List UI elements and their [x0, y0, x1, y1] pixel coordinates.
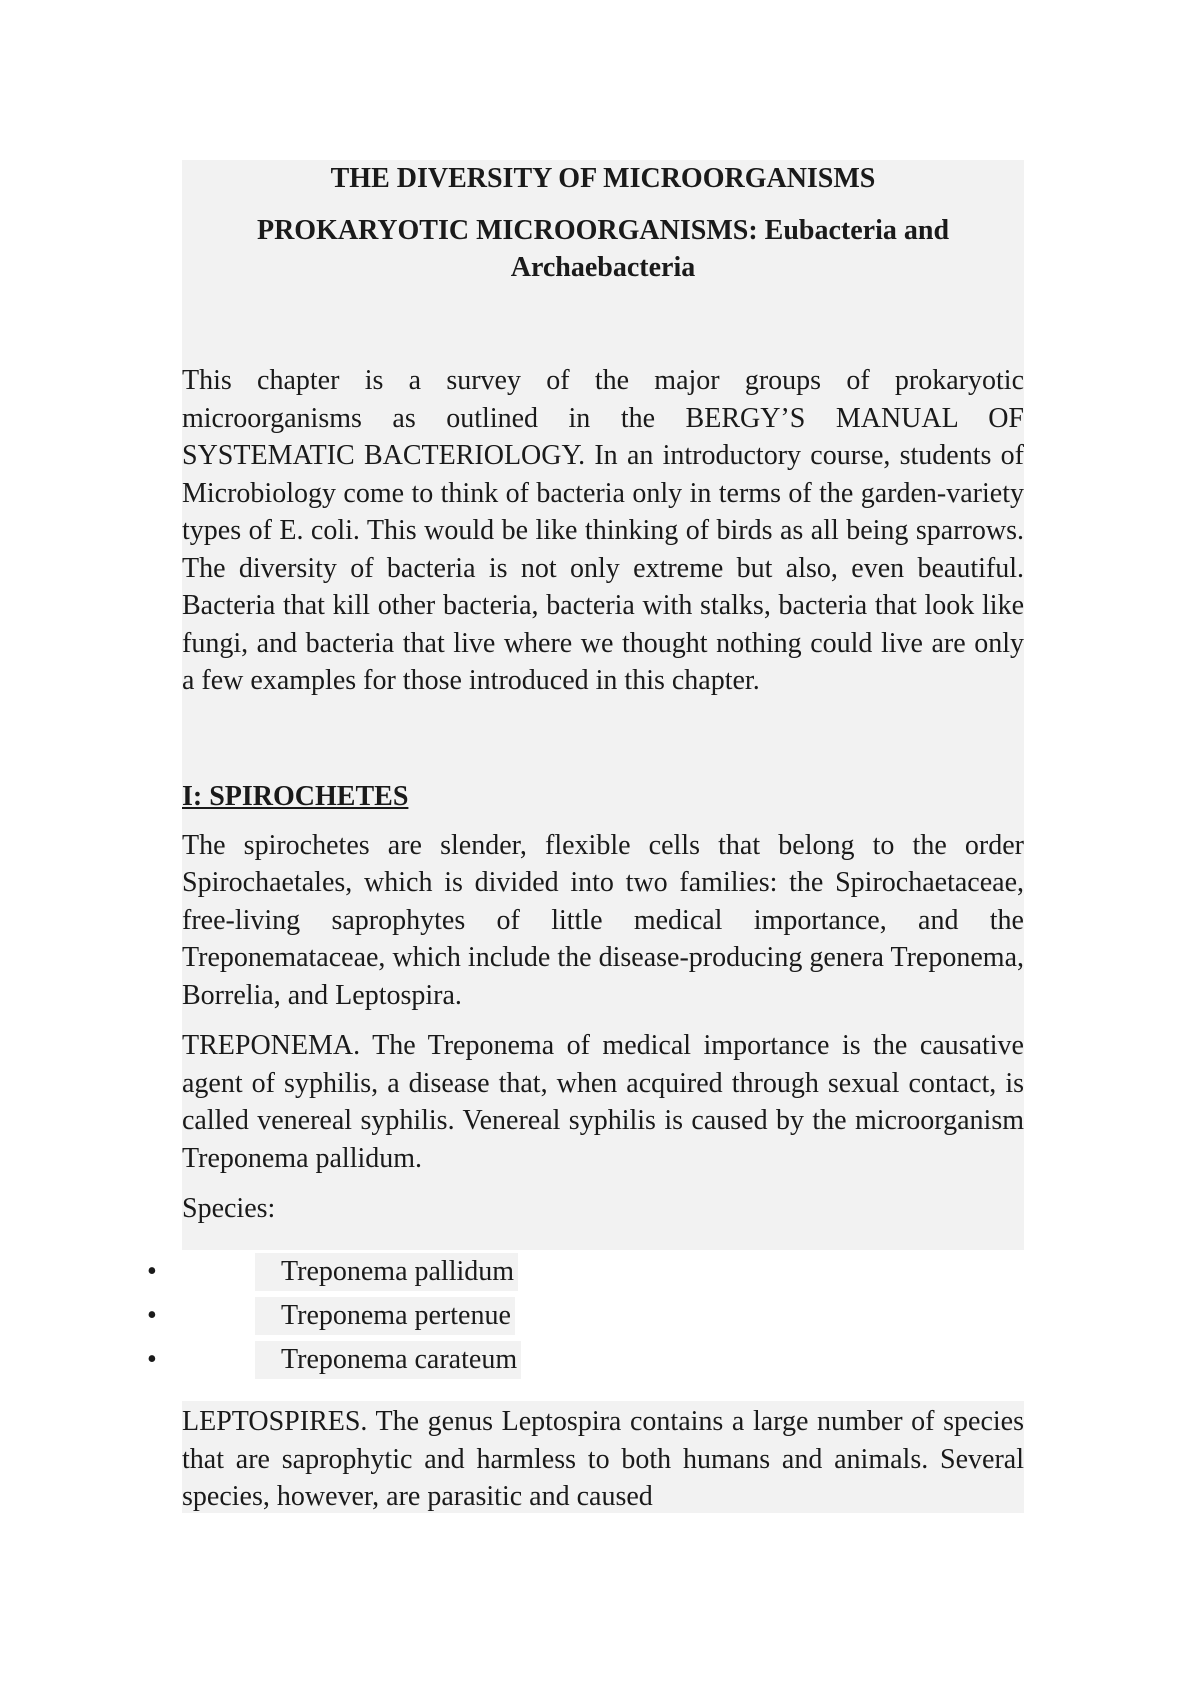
bullet: • — [147, 1300, 157, 1331]
species-list — [0, 1253, 1200, 1385]
spirochetes-paragraph: The spirochetes are slender, flexible cells that belong to the order Spirochaetales, which is divided into two families: the Spirochaetaceae, free-living saprophytes of little medical importance, and the Treponemataceae, which include the disease-producing genera Treponema, Borrelia, and Leptospira. — [182, 829, 1024, 1011]
list-item — [0, 1253, 1200, 1297]
species-name: Treponema pertenue — [255, 1297, 515, 1335]
document-title: THE DIVERSITY OF MICROORGANISMS — [330, 163, 876, 194]
list-item — [0, 1297, 1200, 1341]
intro-paragraph: This chapter is a survey of the major groups of prokaryotic microorganisms as outlined in the BERGY’S MANUAL OF SYSTEMATIC BACTERIOLOGY. In an introductory course, students of Microbiology come to think of bacteria only in terms of the garden-variety types of E. coli. This would be like thinking of birds as all being sparrows. The diversity of bacteria is not only extreme but also, even beautiful. Bacteria that kill other bacteria, bacteria with stalks, bacteria that look like fungi, and bacteria that live where we thought nothing could live are only a few examples for those introduced in this chapter. — [182, 365, 1024, 696]
list-item — [0, 1341, 1200, 1385]
document-subtitle: PROKARYOTIC MICROORGANISMS: Eubacteria and Archaebacteria — [256, 215, 950, 283]
treponema-paragraph: TREPONEMA. The Treponema of medical importance is the causative agent of syphilis, a disease that, when acquired through sexual contact, is called venereal syphilis. Venereal syphilis is caused by the microorganism Treponema pallidum. — [182, 1030, 1024, 1174]
bullet: • — [147, 1256, 157, 1287]
leptospires-block — [182, 1403, 1024, 1516]
species-label: Species: — [182, 1193, 276, 1224]
species-name: Treponema carateum — [255, 1341, 521, 1379]
leptospires-paragraph: LEPTOSPIRES. The genus Leptospira contains a large number of species that are saprophytic and harmless to both humans and animals. Several species, however, are parasitic and caused — [182, 1406, 1024, 1512]
document-body — [182, 160, 1024, 1227]
bullet: • — [147, 1344, 157, 1375]
species-name: Treponema pallidum — [255, 1253, 518, 1291]
section-heading-spirochetes: I: SPIROCHETES — [182, 780, 409, 812]
